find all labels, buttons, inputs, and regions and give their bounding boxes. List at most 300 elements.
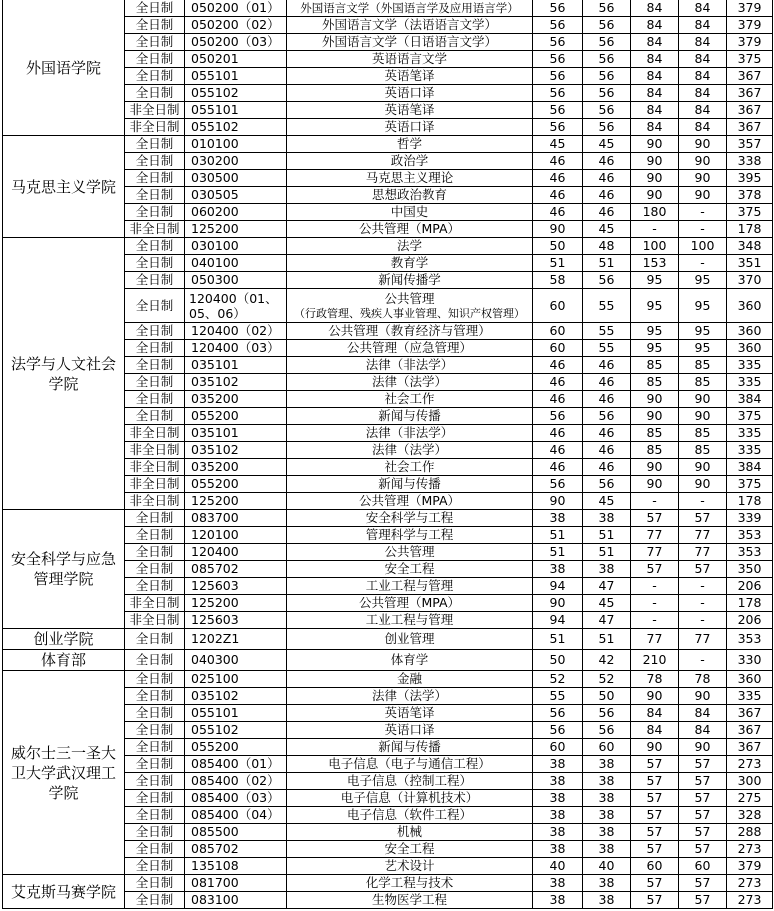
- subject-one-score-cell: 84: [631, 34, 679, 51]
- major-name-cell: 外国语言文学（法语语言文学）: [287, 17, 533, 34]
- major-name-cell: 工业工程与管理: [287, 578, 533, 595]
- total-score-cell: 328: [727, 807, 773, 824]
- major-name-cell: 思想政治教育: [287, 187, 533, 204]
- politics-score-cell: 38: [533, 756, 583, 773]
- politics-score-cell: 52: [533, 671, 583, 688]
- major-code-cell: 035200: [185, 391, 287, 408]
- foreign-language-score-cell: 45: [583, 595, 631, 612]
- major-name-cell: 社会工作: [287, 459, 533, 476]
- study-mode-cell: 全日制: [125, 136, 185, 153]
- subject-two-score-cell: 57: [679, 756, 727, 773]
- table-row: [3, 136, 773, 153]
- subject-one-score-cell: 57: [631, 841, 679, 858]
- politics-score-cell: 56: [533, 476, 583, 493]
- politics-score-cell: 40: [533, 858, 583, 875]
- study-mode-cell: 全日制: [125, 773, 185, 790]
- subject-two-score-cell: 57: [679, 561, 727, 578]
- foreign-language-score-cell: 38: [583, 824, 631, 841]
- major-code-cell: 055200: [185, 739, 287, 756]
- major-name-cell: [287, 289, 533, 323]
- subject-two-score-cell: 84: [679, 85, 727, 102]
- study-mode-cell: 全日制: [125, 807, 185, 824]
- subject-two-score-cell: 57: [679, 807, 727, 824]
- subject-one-score-cell: 90: [631, 170, 679, 187]
- subject-one-score-cell: 77: [631, 544, 679, 561]
- subject-two-score-cell: 95: [679, 272, 727, 289]
- total-score-cell: 379: [727, 34, 773, 51]
- foreign-language-score-cell: 38: [583, 892, 631, 909]
- study-mode-cell: 非全日制: [125, 442, 185, 459]
- politics-score-cell: 90: [533, 595, 583, 612]
- study-mode-cell: 全日制: [125, 892, 185, 909]
- study-mode-cell: 全日制: [125, 578, 185, 595]
- subject-two-score-cell: 57: [679, 875, 727, 892]
- foreign-language-score-cell: 46: [583, 204, 631, 221]
- major-code-cell: 030100: [185, 238, 287, 255]
- major-name-cell: 公共管理（MPA）: [287, 493, 533, 510]
- subject-two-score-cell: 90: [679, 170, 727, 187]
- table-row: [3, 650, 773, 671]
- major-code-cell: 050201: [185, 51, 287, 68]
- college-name-cell: 安全科学与应急管理学院: [3, 510, 125, 629]
- subject-two-score-cell: 90: [679, 391, 727, 408]
- major-name-cell: 哲学: [287, 136, 533, 153]
- total-score-cell: 370: [727, 272, 773, 289]
- total-score-cell: 273: [727, 892, 773, 909]
- foreign-language-score-cell: 56: [583, 34, 631, 51]
- politics-score-cell: 38: [533, 841, 583, 858]
- total-score-cell: 206: [727, 612, 773, 629]
- subject-two-score-cell: 95: [679, 323, 727, 340]
- study-mode-cell: 全日制: [125, 170, 185, 187]
- politics-score-cell: 46: [533, 425, 583, 442]
- subject-one-score-cell: 90: [631, 459, 679, 476]
- subject-two-score-cell: 95: [679, 289, 727, 323]
- politics-score-cell: 38: [533, 773, 583, 790]
- politics-score-cell: 51: [533, 527, 583, 544]
- foreign-language-score-cell: 56: [583, 51, 631, 68]
- study-mode-cell: 非全日制: [125, 119, 185, 136]
- major-code-cell: 050200（01）: [185, 0, 287, 17]
- politics-score-cell: 94: [533, 612, 583, 629]
- major-code-cell: 030505: [185, 187, 287, 204]
- foreign-language-score-cell: 56: [583, 68, 631, 85]
- study-mode-cell: 非全日制: [125, 102, 185, 119]
- subject-one-score-cell: 57: [631, 892, 679, 909]
- total-score-cell: 330: [727, 650, 773, 671]
- study-mode-cell: 全日制: [125, 153, 185, 170]
- foreign-language-score-cell: 46: [583, 170, 631, 187]
- study-mode-cell: 非全日制: [125, 459, 185, 476]
- total-score-cell: 367: [727, 68, 773, 85]
- politics-score-cell: 50: [533, 650, 583, 671]
- foreign-language-score-cell: 40: [583, 858, 631, 875]
- subject-one-score-cell: 90: [631, 136, 679, 153]
- major-name-cell: 新闻传播学: [287, 272, 533, 289]
- major-name-cell: 公共管理（教育经济与管理）: [287, 323, 533, 340]
- total-score-cell: 350: [727, 561, 773, 578]
- major-name-cell: 安全科学与工程: [287, 510, 533, 527]
- politics-score-cell: 50: [533, 238, 583, 255]
- major-name-cell: 安全工程: [287, 841, 533, 858]
- foreign-language-score-cell: 38: [583, 875, 631, 892]
- major-code-cell: 040100: [185, 255, 287, 272]
- major-name-cell: 创业管理: [287, 629, 533, 650]
- foreign-language-score-cell: 38: [583, 790, 631, 807]
- politics-score-cell: 94: [533, 578, 583, 595]
- subject-one-score-cell: 84: [631, 17, 679, 34]
- subject-one-score-cell: 90: [631, 476, 679, 493]
- politics-score-cell: 60: [533, 323, 583, 340]
- politics-score-cell: 55: [533, 688, 583, 705]
- foreign-language-score-cell: 56: [583, 408, 631, 425]
- major-name-cell: 英语口译: [287, 722, 533, 739]
- total-score-cell: 379: [727, 17, 773, 34]
- study-mode-cell: 非全日制: [125, 221, 185, 238]
- politics-score-cell: 56: [533, 119, 583, 136]
- major-name-cell: 新闻与传播: [287, 476, 533, 493]
- study-mode-cell: 全日制: [125, 68, 185, 85]
- major-code-cell: 035200: [185, 459, 287, 476]
- major-code-cell: 055101: [185, 102, 287, 119]
- subject-two-score-cell: 84: [679, 705, 727, 722]
- college-name-cell: 艾克斯马赛学院: [3, 875, 125, 909]
- foreign-language-score-cell: 56: [583, 119, 631, 136]
- college-name-cell: 外国语学院: [3, 0, 125, 136]
- total-score-cell: 335: [727, 688, 773, 705]
- subject-one-score-cell: -: [631, 578, 679, 595]
- study-mode-cell: 全日制: [125, 705, 185, 722]
- foreign-language-score-cell: 51: [583, 527, 631, 544]
- politics-score-cell: 60: [533, 739, 583, 756]
- politics-score-cell: 56: [533, 17, 583, 34]
- major-code-cell: 055101: [185, 68, 287, 85]
- total-score-cell: 367: [727, 102, 773, 119]
- foreign-language-score-cell: 56: [583, 705, 631, 722]
- subject-two-score-cell: -: [679, 493, 727, 510]
- major-name-cell: 体育学: [287, 650, 533, 671]
- major-name-cell: 社会工作: [287, 391, 533, 408]
- politics-score-cell: 38: [533, 790, 583, 807]
- study-mode-cell: 全日制: [125, 739, 185, 756]
- politics-score-cell: 58: [533, 272, 583, 289]
- total-score-cell: 360: [727, 340, 773, 357]
- subject-one-score-cell: -: [631, 493, 679, 510]
- major-name-cell: 公共管理（MPA）: [287, 595, 533, 612]
- major-name-cell: 新闻与传播: [287, 739, 533, 756]
- subject-one-score-cell: 57: [631, 807, 679, 824]
- study-mode-cell: 全日制: [125, 289, 185, 323]
- study-mode-cell: 全日制: [125, 272, 185, 289]
- subject-two-score-cell: 90: [679, 153, 727, 170]
- study-mode-cell: 非全日制: [125, 425, 185, 442]
- major-code-cell: 035101: [185, 357, 287, 374]
- total-score-cell: 367: [727, 119, 773, 136]
- major-name-cell: 公共管理: [287, 544, 533, 561]
- major-name-cell: 机械: [287, 824, 533, 841]
- study-mode-cell: 非全日制: [125, 595, 185, 612]
- subject-one-score-cell: 95: [631, 272, 679, 289]
- total-score-cell: 367: [727, 722, 773, 739]
- foreign-language-score-cell: 55: [583, 323, 631, 340]
- subject-two-score-cell: -: [679, 578, 727, 595]
- major-code-cell: 083700: [185, 510, 287, 527]
- foreign-language-score-cell: 56: [583, 272, 631, 289]
- total-score-cell: 353: [727, 527, 773, 544]
- major-code-cell: 030500: [185, 170, 287, 187]
- major-name-cell: 外国语言文学（外国语言学及应用语言学）: [287, 0, 533, 17]
- foreign-language-score-cell: 48: [583, 238, 631, 255]
- major-name-cell: 金融: [287, 671, 533, 688]
- foreign-language-score-cell: 38: [583, 773, 631, 790]
- foreign-language-score-cell: 46: [583, 425, 631, 442]
- major-name-cell: 政治学: [287, 153, 533, 170]
- politics-score-cell: 56: [533, 705, 583, 722]
- subject-two-score-cell: 90: [679, 459, 727, 476]
- foreign-language-score-cell: 56: [583, 102, 631, 119]
- study-mode-cell: 全日制: [125, 323, 185, 340]
- major-code-cell: 081700: [185, 875, 287, 892]
- major-name-cell: 中国史: [287, 204, 533, 221]
- major-code-cell: 085400（03）: [185, 790, 287, 807]
- major-code-cell: 125200: [185, 221, 287, 238]
- major-name-cell: 电子信息（电子与通信工程）: [287, 756, 533, 773]
- foreign-language-score-cell: 60: [583, 739, 631, 756]
- major-name-cell: 英语口译: [287, 85, 533, 102]
- table-row: [3, 629, 773, 650]
- major-code-cell: 125200: [185, 595, 287, 612]
- total-score-cell: 367: [727, 739, 773, 756]
- foreign-language-score-cell: 45: [583, 493, 631, 510]
- study-mode-cell: 全日制: [125, 17, 185, 34]
- study-mode-cell: 全日制: [125, 238, 185, 255]
- foreign-language-score-cell: 38: [583, 807, 631, 824]
- foreign-language-score-cell: 45: [583, 221, 631, 238]
- foreign-language-score-cell: 46: [583, 391, 631, 408]
- subject-one-score-cell: 57: [631, 790, 679, 807]
- total-score-cell: 348: [727, 238, 773, 255]
- total-score-cell: 384: [727, 459, 773, 476]
- subject-two-score-cell: 85: [679, 374, 727, 391]
- major-code-cell: 125200: [185, 493, 287, 510]
- foreign-language-score-cell: 47: [583, 612, 631, 629]
- major-name-cell: 工业工程与管理: [287, 612, 533, 629]
- major-code-cell: 050200（02）: [185, 17, 287, 34]
- total-score-cell: 360: [727, 289, 773, 323]
- foreign-language-score-cell: 52: [583, 671, 631, 688]
- subject-one-score-cell: 84: [631, 722, 679, 739]
- subject-two-score-cell: 57: [679, 790, 727, 807]
- total-score-cell: 379: [727, 0, 773, 17]
- major-code-cell: 055102: [185, 85, 287, 102]
- major-code-cell: 060200: [185, 204, 287, 221]
- subject-two-score-cell: 100: [679, 238, 727, 255]
- subject-one-score-cell: 84: [631, 705, 679, 722]
- subject-one-score-cell: 85: [631, 425, 679, 442]
- college-name-cell: 创业学院: [3, 629, 125, 650]
- major-name-cell: 法律（法学）: [287, 688, 533, 705]
- subject-two-score-cell: 85: [679, 442, 727, 459]
- subject-two-score-cell: 84: [679, 34, 727, 51]
- foreign-language-score-cell: 51: [583, 544, 631, 561]
- total-score-cell: 395: [727, 170, 773, 187]
- major-name-cell: 英语语言文学: [287, 51, 533, 68]
- total-score-cell: 273: [727, 756, 773, 773]
- foreign-language-score-cell: 51: [583, 255, 631, 272]
- study-mode-cell: 全日制: [125, 0, 185, 17]
- subject-one-score-cell: 57: [631, 561, 679, 578]
- study-mode-cell: 非全日制: [125, 476, 185, 493]
- total-score-cell: 339: [727, 510, 773, 527]
- total-score-cell: 353: [727, 629, 773, 650]
- major-code-cell: 120400（02）: [185, 323, 287, 340]
- subject-one-score-cell: 95: [631, 289, 679, 323]
- subject-two-score-cell: 95: [679, 340, 727, 357]
- politics-score-cell: 46: [533, 459, 583, 476]
- politics-score-cell: 46: [533, 374, 583, 391]
- subject-two-score-cell: 84: [679, 51, 727, 68]
- foreign-language-score-cell: 38: [583, 561, 631, 578]
- politics-score-cell: 45: [533, 136, 583, 153]
- subject-two-score-cell: 84: [679, 722, 727, 739]
- politics-score-cell: 56: [533, 0, 583, 17]
- major-code-cell: 035102: [185, 442, 287, 459]
- major-code-cell: 120100: [185, 527, 287, 544]
- study-mode-cell: 全日制: [125, 561, 185, 578]
- politics-score-cell: 46: [533, 204, 583, 221]
- subject-two-score-cell: -: [679, 255, 727, 272]
- politics-score-cell: 56: [533, 68, 583, 85]
- total-score-cell: 335: [727, 374, 773, 391]
- major-name-cell: 外国语言文学（日语语言文学）: [287, 34, 533, 51]
- subject-two-score-cell: 57: [679, 773, 727, 790]
- study-mode-cell: 全日制: [125, 824, 185, 841]
- major-code-cell: 085400（02）: [185, 773, 287, 790]
- major-code-cell: 085702: [185, 841, 287, 858]
- study-mode-cell: 全日制: [125, 722, 185, 739]
- foreign-language-score-cell: 42: [583, 650, 631, 671]
- subject-one-score-cell: 84: [631, 119, 679, 136]
- subject-one-score-cell: 180: [631, 204, 679, 221]
- major-name-cell: 电子信息（控制工程）: [287, 773, 533, 790]
- total-score-cell: 375: [727, 204, 773, 221]
- subject-one-score-cell: -: [631, 221, 679, 238]
- major-name-cell: 法律（非法学）: [287, 357, 533, 374]
- subject-one-score-cell: 153: [631, 255, 679, 272]
- politics-score-cell: 56: [533, 722, 583, 739]
- subject-one-score-cell: 100: [631, 238, 679, 255]
- subject-one-score-cell: 84: [631, 0, 679, 17]
- politics-score-cell: 38: [533, 824, 583, 841]
- foreign-language-score-cell: 38: [583, 756, 631, 773]
- total-score-cell: 206: [727, 578, 773, 595]
- politics-score-cell: 60: [533, 289, 583, 323]
- study-mode-cell: 全日制: [125, 527, 185, 544]
- study-mode-cell: 全日制: [125, 255, 185, 272]
- total-score-cell: 335: [727, 442, 773, 459]
- foreign-language-score-cell: 55: [583, 289, 631, 323]
- study-mode-cell: 非全日制: [125, 493, 185, 510]
- politics-score-cell: 56: [533, 102, 583, 119]
- major-name-line: 公共管理: [384, 290, 435, 306]
- major-name-cell: 电子信息（软件工程）: [287, 807, 533, 824]
- foreign-language-score-cell: 56: [583, 17, 631, 34]
- major-code-cell: 085702: [185, 561, 287, 578]
- politics-score-cell: 38: [533, 510, 583, 527]
- subject-one-score-cell: 85: [631, 374, 679, 391]
- subject-one-score-cell: 90: [631, 391, 679, 408]
- major-name-detail: （行政管理、残疾人事业管理、知识产权管理）: [294, 306, 525, 320]
- total-score-cell: 273: [727, 875, 773, 892]
- subject-one-score-cell: 57: [631, 756, 679, 773]
- study-mode-cell: 全日制: [125, 510, 185, 527]
- major-name-cell: 艺术设计: [287, 858, 533, 875]
- study-mode-cell: 全日制: [125, 544, 185, 561]
- foreign-language-score-cell: 47: [583, 578, 631, 595]
- total-score-cell: 379: [727, 858, 773, 875]
- major-name-cell: 法律（非法学）: [287, 425, 533, 442]
- major-code-cell: 055200: [185, 408, 287, 425]
- total-score-cell: 367: [727, 85, 773, 102]
- total-score-cell: 353: [727, 544, 773, 561]
- major-code-cell: 1202Z1: [185, 629, 287, 650]
- politics-score-cell: 56: [533, 85, 583, 102]
- politics-score-cell: 60: [533, 340, 583, 357]
- subject-one-score-cell: 90: [631, 153, 679, 170]
- subject-two-score-cell: 77: [679, 629, 727, 650]
- politics-score-cell: 46: [533, 391, 583, 408]
- subject-one-score-cell: 95: [631, 323, 679, 340]
- major-code-cell: 010100: [185, 136, 287, 153]
- foreign-language-score-cell: 38: [583, 841, 631, 858]
- subject-one-score-cell: 90: [631, 688, 679, 705]
- subject-one-score-cell: 85: [631, 442, 679, 459]
- score-table: [2, 0, 773, 909]
- politics-score-cell: 38: [533, 875, 583, 892]
- subject-one-score-cell: 90: [631, 408, 679, 425]
- politics-score-cell: 51: [533, 544, 583, 561]
- subject-one-score-cell: 95: [631, 340, 679, 357]
- subject-two-score-cell: 60: [679, 858, 727, 875]
- politics-score-cell: 56: [533, 34, 583, 51]
- study-mode-cell: 全日制: [125, 756, 185, 773]
- total-score-cell: 178: [727, 221, 773, 238]
- politics-score-cell: 46: [533, 170, 583, 187]
- total-score-cell: 384: [727, 391, 773, 408]
- major-name-cell: 英语笔译: [287, 68, 533, 85]
- politics-score-cell: 51: [533, 255, 583, 272]
- subject-two-score-cell: -: [679, 221, 727, 238]
- foreign-language-score-cell: 46: [583, 187, 631, 204]
- politics-score-cell: 46: [533, 357, 583, 374]
- total-score-cell: 351: [727, 255, 773, 272]
- major-code-cell: 030200: [185, 153, 287, 170]
- study-mode-cell: 非全日制: [125, 612, 185, 629]
- total-score-cell: 378: [727, 187, 773, 204]
- major-code-cell: 055101: [185, 705, 287, 722]
- total-score-cell: 360: [727, 671, 773, 688]
- major-name-cell: 新闻与传播: [287, 408, 533, 425]
- subject-two-score-cell: 85: [679, 357, 727, 374]
- subject-two-score-cell: 84: [679, 17, 727, 34]
- foreign-language-score-cell: 56: [583, 0, 631, 17]
- subject-one-score-cell: -: [631, 612, 679, 629]
- total-score-cell: 275: [727, 790, 773, 807]
- table-body: [3, 0, 773, 909]
- subject-two-score-cell: 90: [679, 476, 727, 493]
- study-mode-cell: 全日制: [125, 790, 185, 807]
- major-name-cell: 法学: [287, 238, 533, 255]
